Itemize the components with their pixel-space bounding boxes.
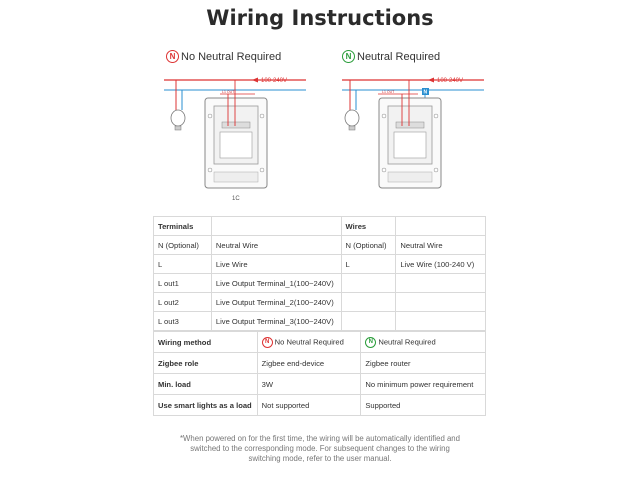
light-bulb-icon — [345, 110, 359, 130]
table-row — [154, 236, 486, 255]
voltage-label: 100-240V — [261, 78, 288, 84]
table-cell: No minimum power requirement — [361, 374, 486, 395]
table-cell — [396, 293, 486, 312]
table-row — [154, 312, 486, 331]
table-cell: Zigbee router — [361, 353, 486, 374]
row-label: Use smart lights as a load — [154, 395, 258, 416]
diagram-heading-label: Neutral Required — [357, 50, 441, 63]
svg-text:L1 OUT: L1 OUT — [222, 90, 235, 94]
terminals-header: Terminals — [154, 217, 212, 236]
footnote: *When powered on for the first time, the wiring will be automatically identified and switched to the corresponding mode. For subsequent changes to the wiring switching mode, refer to the user manual. — [180, 434, 460, 463]
table-cell: L — [154, 255, 212, 274]
neutral-badge-icon: N — [342, 50, 355, 63]
arrow-icon — [428, 78, 434, 83]
table-row — [154, 332, 486, 353]
table-cell — [341, 274, 396, 293]
table-cell: Live Output Terminal_1(100~240V) — [211, 274, 341, 293]
table-cell: N (Optional) — [341, 236, 396, 255]
table-cell: N (Optional) — [154, 236, 212, 255]
row-label: Min. load — [154, 374, 258, 395]
wires-header: Wires — [341, 217, 396, 236]
table-cell — [341, 312, 396, 331]
table-cell: Live Output Terminal_2(100~240V) — [211, 293, 341, 312]
table-row — [154, 293, 486, 312]
table-cell: L out3 — [154, 312, 212, 331]
switch-panel — [379, 80, 441, 188]
terminals-table — [153, 216, 486, 331]
table-cell: L out2 — [154, 293, 212, 312]
table-cell: N No Neutral Required — [257, 332, 361, 353]
table-cell — [396, 274, 486, 293]
wiring-method-table — [153, 331, 486, 416]
row-label: Wiring method — [154, 332, 258, 353]
diagram-heading-neutral — [342, 50, 440, 63]
no-neutral-badge-icon: N — [262, 337, 273, 348]
table-cell: 3W — [257, 374, 361, 395]
table-cell — [396, 312, 486, 331]
table-cell: Live Output Terminal_3(100~240V) — [211, 312, 341, 331]
table-cell: N Neutral Required — [361, 332, 486, 353]
table-row — [154, 274, 486, 293]
diagram-heading-no-neutral — [166, 50, 281, 63]
row-label: Zigbee role — [154, 353, 258, 374]
table-cell: Zigbee end-device — [257, 353, 361, 374]
table-header-row — [154, 217, 486, 236]
table-cell: L — [341, 255, 396, 274]
page-title: Wiring Instructions — [206, 6, 434, 30]
table-cell: Live Wire — [211, 255, 341, 274]
table-cell — [341, 293, 396, 312]
table-cell: Neutral Wire — [211, 236, 341, 255]
svg-text:N: N — [423, 89, 428, 96]
diagram-heading-label: No Neutral Required — [181, 50, 282, 63]
arrow-icon — [252, 78, 258, 83]
wiring-diagram-neutral — [338, 66, 488, 206]
no-neutral-badge-icon: N — [166, 50, 179, 63]
light-bulb-icon — [171, 110, 185, 130]
table-cell: L out1 — [154, 274, 212, 293]
svg-text:L1 OUT: L1 OUT — [382, 90, 395, 94]
table-row — [154, 374, 486, 395]
table-row — [154, 353, 486, 374]
voltage-label: 100-240V — [437, 78, 464, 84]
table-cell: Not supported — [257, 395, 361, 416]
wiring-diagram-no-neutral — [160, 66, 310, 206]
table-row — [154, 395, 486, 416]
table-cell: Live Wire (100-240 V) — [396, 255, 486, 274]
diagram-caption: 1C — [232, 196, 240, 202]
table-cell: Supported — [361, 395, 486, 416]
switch-panel — [205, 80, 267, 188]
table-row — [154, 255, 486, 274]
table-cell: Neutral Wire — [396, 236, 486, 255]
neutral-badge-icon: N — [365, 337, 376, 348]
